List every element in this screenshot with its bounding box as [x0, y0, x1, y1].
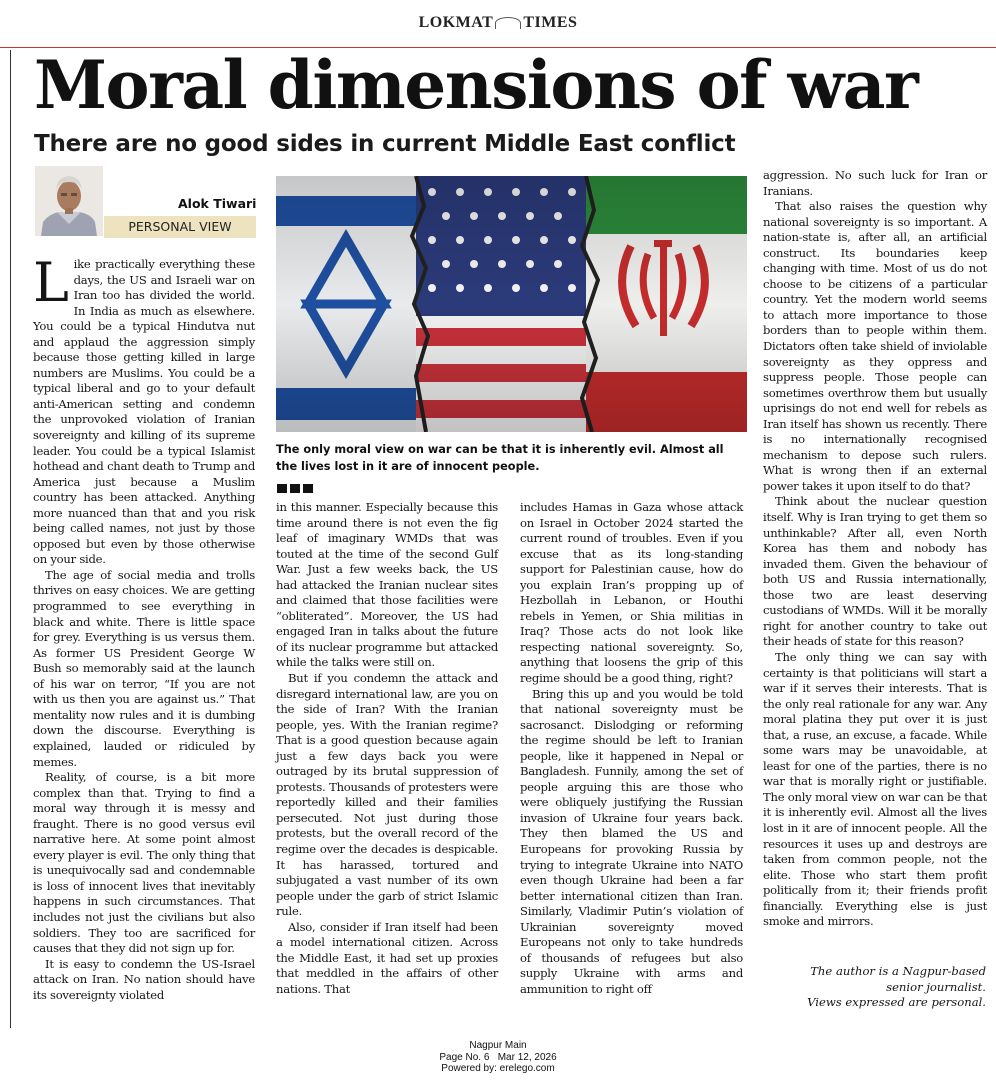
- drop-cap: L: [33, 251, 69, 314]
- paragraph: aggression. No such luck for Iran or Iranians.: [763, 168, 987, 198]
- paragraph: But if you condemn the attack and disregard international law, are you on the side of Iran? With the Iranian people, yes. With the Iranian regime? That is a good question because again just a few days back you were outraged by its brutal suppression of protests. Thousands of protesters were reportedly killed and their families persecuted. Not just during those protests, but the overall record of the regime over the decades is despicable. It has harassed, tortured and subjugated a vast number of its own people under the garb of strict Islamic rule.: [276, 671, 498, 919]
- author-note: [760, 964, 986, 1011]
- paragraph: It is easy to condemn the US-Israel attack on Iran. No nation should have its sovereignty violated: [33, 956, 255, 1002]
- headline: Moral dimensions of war: [34, 46, 918, 124]
- caption-marks: [277, 478, 316, 487]
- paragraph: includes Hamas in Gaza whose attack on Israel in October 2024 started the current round of troubles. Even if you excuse that as its long-standing support for Palestinian cause, how do you explain Iran’s propping up of Hezbollah in Lebanon, or Houthi rebels in Yemen, or Shia militias in Iraq? Those acts do not look like respecting national sovereignty. So, anything that loosens the grip of this regime should be a good thing, right?: [520, 500, 743, 686]
- lion-emblem-icon: [495, 17, 521, 29]
- column-tag: PERSONAL VIEW: [104, 216, 256, 238]
- article-column-1: [33, 251, 255, 1003]
- author-note-line: Views expressed are personal.: [807, 995, 986, 1009]
- paragraph: That also raises the question why national sovereignty is so important. A nation-state is, after all, an artificial construct. Its boundaries keep changing with time. Most of us do not choose to be citizens of a particular country. Yet the modern world seems to attach more importance to those borders than to people within them. Dictators often take shield of inviolable sovereignty as they oppress and suppress people. Those people can sometimes overthrow them but usually uprisings do not end well for rebels as Iran itself has shown us recently. There is no internationally recognised mechanism to depose such rulers. What is wrong then if an external power takes it upon itself to do that?: [763, 199, 987, 493]
- powered-by-link[interactable]: Powered by: erelego.com: [441, 1063, 555, 1074]
- paragraph: Also, consider if Iran itself had been a model international citizen. Across the Middle East, it had set up proxies that meddled in the affairs of other nations. That: [276, 919, 498, 996]
- paragraph: Bring this up and you would be told that national sovereignty must be sacrosanct. Dislodging or reforming the regime should be left to Iranian people, like it happened in Nepal or Bangladesh. Funnily, among the set of people arguing this are those who were obliquely justifying the Russian invasion of Ukraine four years back. They then blamed the US and Europeans for provoking Russia by trying to integrate Ukraine into NATO even though Ukraine had been a far better international citizen than Iran. Similarly, Vladimir Putin’s violation of Ukrainian sovereignty moved Europeans not only to take hundreds of thousands of refugees but also supply Ukraine with arms and ammunition to right off: [520, 686, 743, 996]
- article-column-4: [763, 168, 987, 930]
- logo-word-left: LOKMAT: [418, 14, 494, 31]
- flags-illustration: [276, 176, 747, 432]
- image-caption: The only moral view on war can be that it is inherently evil. Almost all the lives lost in it are of innocent people.: [276, 443, 724, 473]
- article-column-3: [520, 500, 743, 998]
- newspaper-logo: [0, 14, 996, 32]
- author-note-line: senior journalist.: [886, 979, 986, 994]
- page-footer: [0, 1040, 996, 1075]
- edition-name: Nagpur Main: [469, 1040, 527, 1051]
- page-number-date: Page No. 6 Mar 12, 2026: [439, 1051, 557, 1063]
- article-column-2: [276, 500, 498, 998]
- masthead: [0, 0, 996, 48]
- paragraph: The only thing we can say with certainty is that politicians will start a war if it serves their interests. That is the only real rationale for any war. Any moral platina they put over it is just that, a ruse, an excuse, a facade. While some wars may be unavoidable, at least for one of the parties, there is no war that is morally right or justifiable. The only moral view on war can be that it is inherently evil. Almost all the lives lost in it are of innocent people. All the resources it uses up and destroys are taken from common people, not the elite. Those who start them profit politically from it; their friends profit financially. Everything else is just smoke and mirrors.: [763, 649, 987, 929]
- paragraph: Think about the nuclear question itself. Why is Iran trying to get them so unthinkable? After all, even North Korea has them and nobody has invaded them. Given the behaviour of both US and Russia internationally, those two are least deserving custodians of WMDs. Will it be morally right for another country to take out their heads of state for this reason?: [763, 494, 987, 649]
- left-column-rule: [10, 50, 11, 1028]
- paragraph: Reality, of course, is a bit more complex than that. Trying to find a moral way through it is messy and fraught. There is no good versus evil narrative here. At some point almost every player is evil. The only thing that is unequivocally sad and condemnable is loss of innocent lives that inevitably happens in such circumstances. That includes not just the civilians but also soldiers. They too are sacrificed for causes that they did not sign up for.: [33, 770, 255, 956]
- logo-word-right: TIMES: [523, 14, 578, 31]
- paragraph: Like practically everything these days, the US and Israeli war on Iran too has divided the world. In India as much as elsewhere. You could be a typical Hindutva nut and applaud the aggression simply because those getting killed in large numbers are Muslims. You could be a typical liberal and go to your default anti-American setting and condemn the unprovoked violation of Iranian sovereignty and killing of its supreme leader. You could be a typical Islamist hothead and chant death to Trump and America just because a Muslim country has been attacked. Anything more nuanced than that and you risk being called names, not just by those opposed but even by those otherwise on your side.: [33, 251, 255, 567]
- author-photo: [35, 166, 103, 236]
- author-note-line: The author is a Nagpur-based: [810, 964, 986, 978]
- author-name: Alok Tiwari: [178, 196, 257, 211]
- paragraph: The age of social media and trolls thrives on easy choices. We are getting programmed to see everything in black and white. There is little space for grey. Everything is us versus them. As former US President George W Bush so memorably said at the launch of his war on terror, “If you are not with us then you are against us.” That mentality now rules and it is dumbing down the discourse. Everything is explained, lauded or ridiculed by memes.: [33, 567, 255, 769]
- paragraph: in this manner. Especially because this time around there is not even the fig leaf of imaginary WMDs that was touted at the time of the second Gulf War. Just a few weeks back, the US had attacked the Iranian nuclear sites and claimed that those facilities were “obliterated”. Moreover, the US had engaged Iran in talks about the future of its nuclear programme but attacked while the talks were still on.: [276, 500, 498, 670]
- subheadline: There are no good sides in current Middle East conflict: [34, 131, 736, 157]
